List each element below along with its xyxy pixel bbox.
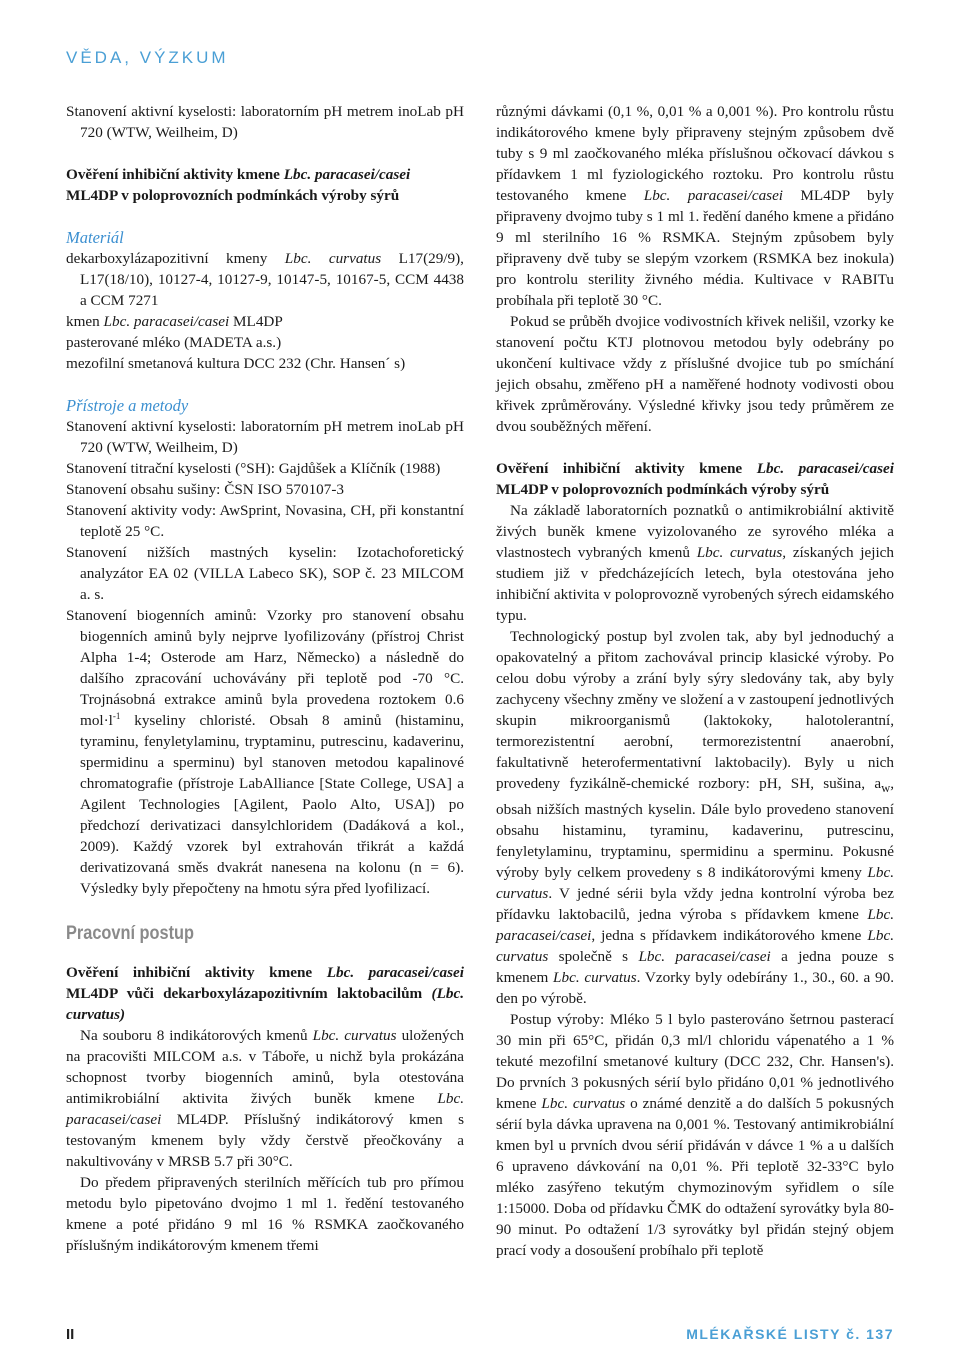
section-tag: VĚDA, VÝZKUM (66, 48, 229, 67)
heading-inhibition: Ověření inhibiční aktivity kmene Lbc. paracasei/casei ML4DP v poloprovozních podmínkách výroby sýrů (66, 166, 411, 204)
method-item: Stanovení titrační kyselosti (°SH): Gajdůšek a Klíčník (1988) (66, 460, 441, 477)
paragraph: Do předem připravených sterilních měřících tub pro přímou metodu bylo pipetováno dvojmo 1 ml 1. ředění testovaného kmene a poté přidáno 9 ml 16 % RSMKA zaočkovaného příslušným indikátorovým kmenem třemi (66, 1174, 464, 1254)
left-column (66, 101, 464, 1256)
material-heading: Materiál (66, 228, 124, 247)
paragraph: Na souboru 8 indikátorových kmenů Lbc. curvatus uložených na pracovišti MILCOM a.s. v Táboře, u nichž byla prokázána schopnost tvorby biogenních aminů, byla otestována antimikrobiální aktivita živých buněk kmene Lbc. paracasei/casei ML4DP. Příslušný indikátorový kmen s testovaným kmenem byly vždy čerstvě přeočkovány a nakultivovány v MRSB 5.7 při 30°C. (66, 1027, 464, 1170)
paragraph: Postup výroby: Mléko 5 l bylo pasterováno šetrnou pasterací 30 min při 65°C, přidán 0,3 ml/l chloridu vápenatého a 1 % tekuté mezofilní smetanové kultury (DCC 232, Chr. Hansen's). Do prvních 3 pokusných sérií bylo přidáno 0,01 % jednotlivého kmene Lbc. curvatus o známé denzitě a do dalších 5 pokusných sérií byla dávka upravena na 0,001 %. Testovaný antimikrobiální kmen byl u prvních dvou sérií přidáván v dávce 1 % a u dalších 6 upraveno dávkování na 0,01 %. Při teplotě 32-33°C bylo mléko zasýřeno tekutým chymozinovým syřidlem o síle 1:15000. Doba od přídavku ČMK do odtažení syrovátky byla 80-90 minut. Po odtažení 1/3 syrovátky byl přidán stejný objem prací vody a dosoušení probíhalo při teplotě (496, 1011, 895, 1260)
right-column (496, 101, 894, 1261)
material-item: mezofilní smetanová kultura DCC 232 (Chr. Hansen´ s) (66, 355, 406, 372)
method-item: Stanovení aktivní kyselosti: laboratorním pH metrem inoLab pH 720 (WTW, Weilheim, D) (66, 418, 464, 456)
heading-inhibition-pilot: Ověření inhibiční aktivity kmene Lbc. paracasei/casei ML4DP v poloprovozních podmínkách výroby sýrů (496, 460, 894, 498)
work-heading: Pracovní postup (66, 923, 195, 944)
method-item: Stanovení aktivity vody: AwSprint, Novasina, CH, při konstantní teplotě 25 °C. (66, 502, 464, 540)
material-item: kmen Lbc. paracasei/casei ML4DP (66, 313, 283, 330)
page-number: II (66, 1326, 75, 1343)
material-item: dekarboxylázapozitivní kmeny Lbc. curvatus L17(29/9), L17(18/10), 10127-4, 10127-9, 10147-5, 10167-5, CCM 4438 a CCM 7271 (66, 250, 464, 309)
material-item: pasterované mléko (MADETA a.s.) (66, 334, 282, 351)
paragraph: Technologický postup byl zvolen tak, aby byl jednoduchý a opakovatelný a přitom zachovával princip klasické výroby. Po celou dobu výroby a zrání byly sýry sledovány tak, aby byly zachyceny všechny změny ve složení a v zastoupení jednotlivých skupin mikroorganismů (laktokoky, halotolerantní, termorezistentní aerobní, termorezistentní anaerobní, fakultativně heterofermentativní laktobacily). Byly u nich provedeny fyzikálně-chemické rozbory: pH, SH, sušina, $a_w$, obsah nižších mastných kyselin. Dále bylo provedeno stanovení obsahu histaminu, tyraminu, kadaverinu, putrescinu, fenyletylaminu, tryptaminu, spermidinu a sperminu. Pokusné výroby byly celkem provedeny s 8 indikátorovými kmeny Lbc. curvatus. V jedné sérii byla vždy jedna kontrolní výroba bez přídavku laktobacilů, jedna výroba s přídavkem kmene Lbc. paracasei/casei, jedna s přídavkem indikátorového kmene Lbc. curvatus společně s Lbc. paracasei/casei a jedna pouze s kmenem Lbc. curvatus. Vzorky byly odebírány 1., 30., 60. a 90. den po výrobě. (496, 628, 894, 1008)
method-item: Stanovení obsahu sušiny: ČSN ISO 570107-3 (66, 481, 345, 498)
heading-inhibition-curvatus: Ověření inhibiční aktivity kmene Lbc. paracasei/casei ML4DP vůči dekarboxylázapozitivním laktobacilům (Lbc. curvatus) (66, 964, 464, 1023)
methods-heading: Přístroje a metody (66, 396, 189, 415)
paragraph: různými dávkami (0,1 %, 0,01 % a 0,001 %). Pro kontrolu růstu indikátorového kmene byly připraveny stejným způsobem dvě tuby s 9 ml zaočkovaného mléka příslušnou očkovací dávkou s přídavkem 1 ml fyziologického roztoku. Pro kontrolu růstu testovaného kmene Lbc. paracasei/casei ML4DP byly připraveny dvojmo tuby s 1 ml 1. ředění daného kmene a přidáno 9 ml sterilního 16 % RSMKA. Stejným způsobem byly připraveny dvě tuby se slepým vzorkem (RSMKA bez inokula) pro kontrolu sterility živného média. Kultivace v RABITu probíhala při teplotě 30 °C. (496, 103, 895, 309)
journal-name: MLÉKAŘSKÉ LISTY č. 137 (686, 1326, 894, 1342)
paragraph: Na základě laboratorních poznatků o antimikrobiální aktivitě živých buněk kmene vyizolovaného ze syrového mléka a vlastnostech vybraných kmenů Lbc. curvatus, získaných jejich studiem již v předcházejících letech, byla otestována jeho inhibiční aktivita v poloprovozně vyrobených sýrech eidamského typu. (496, 502, 894, 624)
paragraph: Pokud se průběh dvojice vodivostních křivek nelišil, vzorky ke stanovení počtu KTJ plotnovou metodou byly odebrány po ukončení kultivace vždy z příslušné dvojice tub po smíchání jejich obsahu, změřeno pH a naměřené hodnoty vodivosti obou křivek zprůměrovány. Výsledné křivky jsou tedy průměrem ze dvou souběžných měření. (496, 313, 894, 435)
ph-method: Stanovení aktivní kyselosti: laboratorním pH metrem inoLab pH 720 (WTW, Weilheim, D) (66, 103, 464, 141)
method-item: Stanovení biogenních aminů: Vzorky pro stanovení obsahu biogenních aminů byly nejprve lyofilizovány (přístroj Christ Alpha 1-4; Osterode am Harz, Německo) a následně do dalšího zpracování uchovávány při teplotě pod -70 °C. Trojnásobná extrakce aminů byla provedena roztokem 0.6 $mol\cdot l^{-1}$ kyseliny chloristé. Obsah 8 aminů (histaminu, tyraminu, fenyletylaminu, tryptaminu, putrescinu, kadaverinu, spermidinu a sperminu) byl stanoven metodou kapalinové chromatografie (přístroje LabAlliance [State College, USA] a Agilent Technologies [Agilent, Paolo Alto, USA]) po předchozí derivatizaci dansylchloridem (Dadáková a kol., 2009). Každý vzorek byl extrahován třikrát a každá derivatizovaná směs dvakrát nanesena na kolonu (n = 6). Výsledky byly přepočteny na hmotu sýra před lyofilizací. (66, 607, 464, 897)
method-item: Stanovení nižších mastných kyselin: Izotachoforetický analyzátor EA 02 (VILLA Labeco SK), SOP č. 23 MILCOM a. s. (66, 544, 464, 603)
